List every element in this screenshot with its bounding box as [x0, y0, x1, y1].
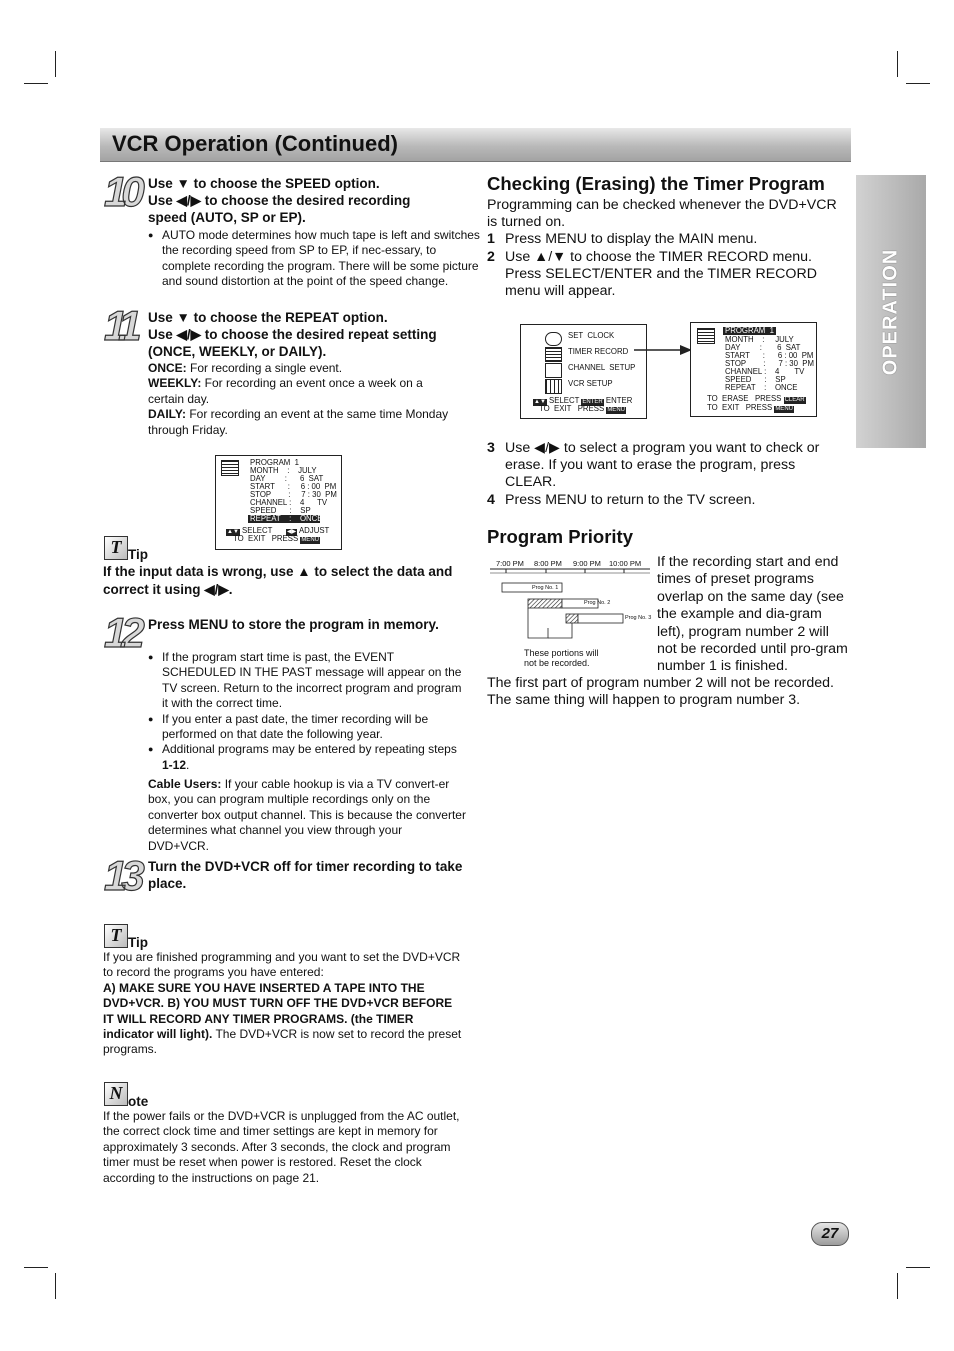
screen-footer-select-label: SELECT: [239, 526, 273, 535]
note-text: If the power fails or the DVD+VCR is unplugged from the AC outlet, the correct clock time and timer settings are kept in memory for approximately 3 seconds. After 3 seconds, the clock and program timer must be reset when power is restored. Reset the clock according to the instructions on page 21.: [103, 1109, 460, 1185]
step-12-heading: Press MENU to store the program in memory.: [148, 617, 439, 632]
menu-item-channel-setup: CHANNEL SETUP: [568, 363, 636, 372]
diagram-time-label: 10:00 PM: [609, 559, 642, 568]
cable-users-label: Cable Users:: [148, 777, 222, 791]
checking-step-text: Press MENU to return to the TV screen.: [505, 492, 756, 508]
checking-step: [487, 249, 849, 300]
note-label: ote: [128, 1094, 149, 1109]
timer-program-selected: PROGRAM 1: [725, 326, 774, 335]
crop-mark: [24, 1267, 48, 1268]
crop-mark: [906, 83, 930, 84]
priority-bottom-text: The first part of program number 2 will not be recorded. The same thing will happen to program number 3.: [487, 675, 834, 708]
option-once-label: ONCE:: [148, 361, 187, 375]
checking-step-number: 2: [487, 249, 495, 265]
page-number: 27: [811, 1222, 849, 1246]
checking-step-text: Use ▲/▼ to choose the TIMER RECORD menu. Press SELECT/ENTER and the TIMER RECORD menu will appear.: [505, 249, 817, 299]
timer-record-screen: [690, 322, 817, 417]
menu-key-icon: MENU: [775, 406, 793, 412]
crop-mark: [897, 51, 898, 77]
side-tab-label: OPERATION: [879, 248, 902, 375]
screen-footer-exit: [233, 535, 320, 544]
option-daily-label: DAILY:: [148, 407, 187, 422]
crop-mark: [906, 1267, 930, 1268]
crop-mark: [55, 51, 56, 77]
option-weekly-text: For recording an event once a week on a certain day.: [148, 376, 423, 406]
timer-footer-exit: [707, 404, 794, 413]
timer-row: START : 6 : 00 PM: [725, 351, 814, 360]
step-10-line2: Use ◀/▶ to choose the desired recording: [148, 193, 411, 208]
up-down-key-icon: ▲▼: [534, 399, 546, 405]
timer-footer-exit-label: TO EXIT PRESS: [707, 403, 775, 412]
screen-row: PROGRAM 1: [250, 458, 299, 467]
timer-row: STOP : 7 : 30 PM: [725, 359, 814, 368]
arrow-right-icon: [634, 343, 692, 357]
screen-row: SPEED : SP: [250, 506, 311, 515]
tip-icon: T: [104, 924, 128, 948]
diagram-caption-line1: These portions will: [524, 648, 599, 658]
checking-step-number: 3: [487, 440, 495, 456]
checking-steps-3-4: [487, 440, 849, 509]
screen-footer-exit-label: TO EXIT PRESS: [233, 534, 301, 543]
cable-users-text: If your cable hookup is via a TV convert-er box, you can program multiple recordings only on the converter box output channel. This is because the converter determines what channel you view through your DVD+VCR.: [148, 777, 466, 853]
step-13-heading: Turn the DVD+VCR off for timer recording to take place.: [148, 859, 463, 891]
step-11-line2: Use ◀/▶ to choose the desired repeat setting: [148, 327, 437, 342]
crop-mark: [24, 83, 48, 84]
checking-intro: Programming can be checked whenever the DVD+VCR is turned on.: [487, 197, 837, 230]
step-number-12: 12: [104, 609, 139, 656]
left-right-key-icon: ◀▶: [287, 529, 297, 535]
timer-footer-erase-label: TO ERASE PRESS: [707, 394, 784, 403]
menu-item-timer-record: TIMER RECORD: [568, 347, 629, 356]
screen-footer-adjust-label: ADJUST: [297, 526, 330, 535]
menu-footer-enter-label: ENTER: [603, 396, 633, 405]
screen-row: CHANNEL : 4 TV: [250, 498, 328, 507]
screen-row-selected: REPEAT : ONCE: [250, 514, 323, 523]
menu-key-icon: MENU: [607, 407, 625, 413]
diagram-time-label: 9:00 PM: [573, 559, 601, 568]
timer-row: DAY : 6 SAT: [725, 343, 801, 352]
option-daily-text: For recording an event at the same time Monday through Friday.: [148, 407, 449, 437]
menu-footer-select-label: SELECT: [546, 396, 582, 405]
header-bar: [100, 128, 851, 162]
option-weekly-label: WEEKLY:: [148, 376, 202, 391]
clock-icon: [545, 332, 562, 346]
diagram-time-label: 7:00 PM: [496, 559, 524, 568]
tip-1-label: Tip: [128, 547, 148, 562]
step-number-11: 11: [104, 302, 136, 349]
page-title: VCR Operation (Continued): [112, 131, 398, 156]
checking-step: [487, 492, 849, 509]
tip-2-intro: If you are finished programming and you want to set the DVD+VCR to record the programs you have entered:: [103, 950, 461, 980]
diagram-prog-2-label: Prog No. 2: [584, 600, 611, 606]
note-icon: N: [104, 1082, 128, 1106]
menu-item-set-clock: SET CLOCK: [568, 331, 615, 340]
screen-row: MONTH : JULY: [250, 466, 317, 475]
menu-footer-exit: [539, 405, 626, 414]
screen-row: STOP : 7 : 30 PM: [250, 490, 337, 499]
crop-mark: [897, 1273, 898, 1299]
screen-row: DAY : 6 SAT: [250, 474, 324, 483]
checking-steps-1-2: [487, 231, 849, 300]
timer-row: SPEED : SP: [725, 375, 786, 384]
option-daily: [148, 407, 458, 438]
step-12-bullet3-end: .: [186, 757, 190, 772]
diagram-bars: [488, 556, 652, 656]
tv-icon: [221, 460, 239, 476]
crop-mark: [55, 1273, 56, 1299]
step-11-instructions: [148, 309, 468, 360]
side-tab: [856, 175, 926, 448]
option-weekly: [148, 376, 458, 407]
priority-side-text: If the recording start and end times of preset programs overlap on the same day (see the example and dia-gram left), program number 2 will not be recorded until pro-gram number 1 is finished.: [657, 554, 848, 675]
menu-footer-exit-label: TO EXIT PRESS: [539, 404, 607, 413]
diagram-caption: [524, 648, 599, 668]
step-number-10: 10: [104, 168, 139, 215]
tip-icon: T: [104, 536, 128, 560]
checking-step-number: 1: [487, 231, 495, 247]
menu-key-icon: MENU: [301, 537, 319, 543]
checking-step-text: Press MENU to display the MAIN menu.: [505, 231, 758, 247]
step-12-bullet: ● If the program start time is past, the EVENT SCHEDULED IN THE PAST message will appear on the TV screen. Return to the incorrect program and program it with the correct time.: [148, 650, 466, 712]
enter-key-icon: ENTER: [582, 399, 603, 405]
up-down-key-icon: ▲▼: [227, 529, 239, 535]
checking-step-text: Use ◀/▶ to select a program you want to check or erase. If you want to erase the program, press CLEAR.: [505, 440, 820, 490]
timer-row: CHANNEL : 4 TV: [725, 367, 805, 376]
step-11-line1: Use ▼ to choose the REPEAT option.: [148, 310, 388, 325]
step-11-line3: (ONCE, WEEKLY, or DAILY).: [148, 344, 327, 359]
priority-diagram: [488, 556, 652, 672]
priority-title: Program Priority: [487, 526, 633, 547]
screen-row: START : 6 : 00 PM: [250, 482, 337, 491]
channel-icon: [545, 363, 562, 378]
timer-icon: [545, 347, 562, 362]
checking-step: [487, 231, 849, 248]
step-number-13: 13: [104, 852, 139, 899]
main-menu-screen: [520, 324, 647, 419]
diagram-time-label: 8:00 PM: [534, 559, 562, 568]
step-12-bullet: [148, 742, 466, 773]
diagram-prog-1-label: Prog No. 1: [532, 585, 559, 591]
tip-2-bold: A) MAKE SURE YOU HAVE INSERTED A TAPE INTO THE DVD+VCR. B) YOU MUST TURN OFF THE DVD+VCR BEFORE IT WILL RECORD ANY TIMER PROGRAMS. (the TIMER indicator will light).: [103, 980, 453, 1042]
step-10-line3: speed (AUTO, SP or EP).: [148, 210, 306, 225]
timer-program-screen: [215, 455, 342, 550]
step-10-instructions: [148, 175, 468, 226]
vcr-icon: [545, 379, 562, 394]
tip-2-label: Tip: [128, 935, 148, 950]
timer-row: MONTH : JULY: [725, 335, 794, 344]
tv-icon: [697, 328, 715, 344]
step-11-options: [148, 361, 458, 438]
option-once: [148, 361, 458, 376]
tip-2-tail: The DVD+VCR is now set to record the preset programs.: [103, 1027, 462, 1057]
step-10-line1: Use ▼ to choose the SPEED option.: [148, 176, 380, 191]
diagram-caption-line2: not be recorded.: [524, 658, 590, 668]
diagram-prog-3-label: Prog No. 3: [625, 615, 652, 621]
checking-title: Checking (Erasing) the Timer Program: [487, 173, 825, 194]
menu-item-vcr-setup: VCR SETUP: [568, 379, 613, 388]
cable-users-note: [148, 777, 466, 854]
step-12-bullet: ● If you enter a past date, the timer recording will be performed on that date the following year.: [148, 712, 466, 743]
tip-1-text: If the input data is wrong, use ▲ to select the data and correct it using ◀/▶.: [103, 564, 453, 597]
option-once-text: For recording a single event.: [186, 361, 343, 375]
step-12-bullet3-steps: 1-12: [162, 757, 187, 772]
clear-key-icon: CLEAR: [784, 397, 805, 403]
step-12-bullets: [148, 650, 466, 773]
checking-step-number: 4: [487, 492, 495, 508]
checking-step: [487, 440, 849, 491]
step-10-bullet: ● AUTO mode determines how much tape is left and switches the recording speed from SP to EP, if nec-essary, to complete recording the program. There will be some picture and sound distortion at the point of the speed change.: [148, 228, 480, 290]
timer-row: REPEAT : ONCE: [725, 383, 798, 392]
tip-2-text: [103, 950, 463, 1058]
step-12-bullet3-text: Additional programs may be entered by repeating steps: [162, 742, 457, 757]
